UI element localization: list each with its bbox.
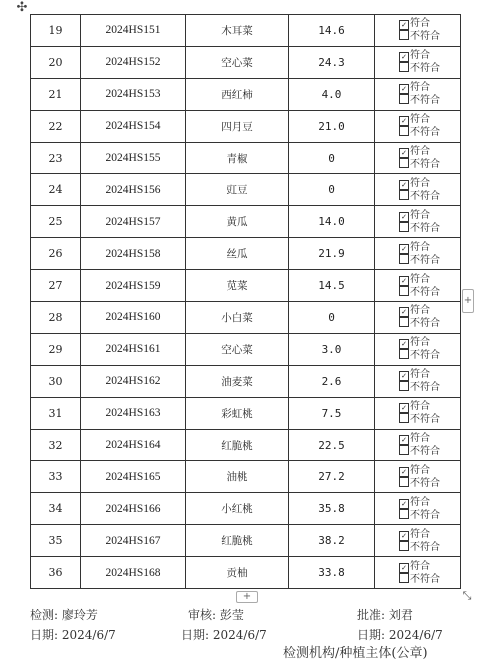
fail-option xyxy=(399,477,460,489)
inspector-signature: 检测: 廖玲芳 xyxy=(30,608,98,622)
fail-label: 不符合 xyxy=(410,31,440,43)
product-name-cell: 红脆桃 xyxy=(186,429,289,461)
fail-checkbox[interactable] xyxy=(399,222,409,232)
product-name-cell: 贡柚 xyxy=(186,557,289,589)
add-column-icon[interactable]: + xyxy=(462,289,474,313)
pass-option xyxy=(399,337,460,349)
pass-label: 符合 xyxy=(410,464,430,476)
pass-label: 符合 xyxy=(410,337,430,349)
table-row xyxy=(31,238,461,270)
fail-checkbox[interactable] xyxy=(399,445,409,455)
measured-value-cell: 14.6 xyxy=(289,15,375,47)
reviewer-signature: 审核: 彭莹 xyxy=(188,608,244,622)
fail-label: 不符合 xyxy=(410,222,440,234)
row-number-cell: 23 xyxy=(31,142,81,174)
sample-id-cell: 2024HS158 xyxy=(81,238,186,270)
table-row xyxy=(31,15,461,47)
fail-option xyxy=(399,126,460,138)
inspection-table xyxy=(30,14,461,589)
table-row xyxy=(31,206,461,238)
sample-id-cell: 2024HS166 xyxy=(81,493,186,525)
table-row xyxy=(31,365,461,397)
table-row xyxy=(31,174,461,206)
pass-option xyxy=(399,210,460,222)
fail-checkbox[interactable] xyxy=(399,317,409,327)
pass-checkbox[interactable]: ✓ xyxy=(399,339,409,349)
pass-option xyxy=(399,433,460,445)
product-name-cell: 红脆桃 xyxy=(186,525,289,557)
pass-label: 符合 xyxy=(410,401,430,413)
sample-id-cell: 2024HS167 xyxy=(81,525,186,557)
fail-checkbox[interactable] xyxy=(399,349,409,359)
verdict-cell xyxy=(375,15,461,47)
sample-id-cell: 2024HS153 xyxy=(81,78,186,110)
sample-id-cell: 2024HS156 xyxy=(81,174,186,206)
table-row xyxy=(31,333,461,365)
fail-label: 不符合 xyxy=(410,318,440,330)
pass-checkbox[interactable]: ✓ xyxy=(399,148,409,158)
pass-label: 符合 xyxy=(410,560,430,572)
fail-checkbox[interactable] xyxy=(399,286,409,296)
pass-option xyxy=(399,178,460,190)
pass-option xyxy=(399,401,460,413)
verdict-cell xyxy=(375,397,461,429)
pass-option xyxy=(399,146,460,158)
verdict-cell xyxy=(375,46,461,78)
pass-checkbox[interactable]: ✓ xyxy=(399,307,409,317)
fail-checkbox[interactable] xyxy=(399,541,409,551)
pass-option xyxy=(399,274,460,286)
fail-checkbox[interactable] xyxy=(399,94,409,104)
sample-id-cell: 2024HS161 xyxy=(81,333,186,365)
table-row xyxy=(31,302,461,334)
pass-checkbox[interactable]: ✓ xyxy=(399,371,409,381)
sample-id-cell: 2024HS162 xyxy=(81,365,186,397)
measured-value-cell: 22.5 xyxy=(289,429,375,461)
reviewer-date: 日期: 2024/6/7 xyxy=(181,628,267,642)
product-name-cell: 油桃 xyxy=(186,461,289,493)
measured-value-cell: 38.2 xyxy=(289,525,375,557)
pass-checkbox[interactable]: ✓ xyxy=(399,276,409,286)
approver-date: 日期: 2024/6/7 xyxy=(357,628,443,642)
verdict-cell xyxy=(375,525,461,557)
fail-checkbox[interactable] xyxy=(399,190,409,200)
sample-id-cell: 2024HS160 xyxy=(81,302,186,334)
fail-checkbox[interactable] xyxy=(399,62,409,72)
measured-value-cell: 14.5 xyxy=(289,270,375,302)
verdict-cell xyxy=(375,174,461,206)
fail-option xyxy=(399,573,460,585)
pass-label: 符合 xyxy=(410,177,430,189)
measured-value-cell: 21.9 xyxy=(289,238,375,270)
pass-checkbox[interactable]: ✓ xyxy=(399,531,409,541)
fail-option xyxy=(399,541,460,553)
pass-checkbox[interactable]: ✓ xyxy=(399,180,409,190)
row-number-cell: 29 xyxy=(31,333,81,365)
row-number-cell: 33 xyxy=(31,461,81,493)
row-number-cell: 28 xyxy=(31,302,81,334)
fail-label: 不符合 xyxy=(410,382,440,394)
sample-id-cell: 2024HS168 xyxy=(81,557,186,589)
verdict-cell xyxy=(375,270,461,302)
row-number-cell: 35 xyxy=(31,525,81,557)
sample-id-cell: 2024HS163 xyxy=(81,397,186,429)
product-name-cell: 木耳菜 xyxy=(186,15,289,47)
product-name-cell: 小红桃 xyxy=(186,493,289,525)
fail-checkbox[interactable] xyxy=(399,381,409,391)
verdict-cell xyxy=(375,557,461,589)
row-number-cell: 19 xyxy=(31,15,81,47)
verdict-cell xyxy=(375,238,461,270)
inspection-table-body xyxy=(31,15,461,589)
fail-option xyxy=(399,30,460,42)
official-stamp-label: 检测机构/种植主体(公章) xyxy=(283,646,428,661)
pass-label: 符合 xyxy=(410,496,430,508)
fail-option xyxy=(399,349,460,361)
table-row xyxy=(31,142,461,174)
product-name-cell: 豇豆 xyxy=(186,174,289,206)
pass-label: 符合 xyxy=(410,114,430,126)
fail-label: 不符合 xyxy=(410,414,440,426)
verdict-cell xyxy=(375,206,461,238)
pass-label: 符合 xyxy=(410,241,430,253)
pass-option xyxy=(399,465,460,477)
pass-option xyxy=(399,242,460,254)
fail-option xyxy=(399,94,460,106)
pass-option xyxy=(399,369,460,381)
fail-option xyxy=(399,158,460,170)
table-row xyxy=(31,397,461,429)
sample-id-cell: 2024HS155 xyxy=(81,142,186,174)
fail-option xyxy=(399,190,460,202)
row-number-cell: 24 xyxy=(31,174,81,206)
fail-option xyxy=(399,222,460,234)
fail-option xyxy=(399,445,460,457)
product-name-cell: 苋菜 xyxy=(186,270,289,302)
pass-option xyxy=(399,50,460,62)
measured-value-cell: 0 xyxy=(289,174,375,206)
row-number-cell: 25 xyxy=(31,206,81,238)
pass-option xyxy=(399,561,460,573)
verdict-cell xyxy=(375,110,461,142)
row-number-cell: 26 xyxy=(31,238,81,270)
measured-value-cell: 0 xyxy=(289,302,375,334)
measured-value-cell: 2.6 xyxy=(289,365,375,397)
pass-checkbox[interactable]: ✓ xyxy=(399,212,409,222)
fail-label: 不符合 xyxy=(410,159,440,170)
measured-value-cell: 3.0 xyxy=(289,333,375,365)
sample-id-cell: 2024HS152 xyxy=(81,46,186,78)
table-row xyxy=(31,557,461,589)
pass-label: 符合 xyxy=(410,369,430,381)
sample-id-cell: 2024HS151 xyxy=(81,15,186,47)
measured-value-cell: 27.2 xyxy=(289,461,375,493)
pass-label: 符合 xyxy=(410,528,430,540)
pass-label: 符合 xyxy=(410,305,430,317)
pass-checkbox[interactable]: ✓ xyxy=(399,20,409,30)
fail-option xyxy=(399,286,460,298)
measured-value-cell: 0 xyxy=(289,142,375,174)
inspector-date: 日期: 2024/6/7 xyxy=(30,628,116,642)
table-row xyxy=(31,78,461,110)
fail-label: 不符合 xyxy=(410,350,440,362)
row-number-cell: 22 xyxy=(31,110,81,142)
product-name-cell: 彩虹桃 xyxy=(186,397,289,429)
pass-option xyxy=(399,529,460,541)
fail-checkbox[interactable] xyxy=(399,413,409,423)
fail-checkbox[interactable] xyxy=(399,254,409,264)
verdict-cell xyxy=(375,429,461,461)
pass-checkbox[interactable]: ✓ xyxy=(399,403,409,413)
measured-value-cell: 35.8 xyxy=(289,493,375,525)
product-name-cell: 西红柿 xyxy=(186,78,289,110)
pass-option xyxy=(399,82,460,94)
fail-checkbox[interactable] xyxy=(399,126,409,136)
pass-checkbox[interactable]: ✓ xyxy=(399,435,409,445)
table-row xyxy=(31,110,461,142)
row-number-cell: 31 xyxy=(31,397,81,429)
product-name-cell: 黄瓜 xyxy=(186,206,289,238)
fail-option xyxy=(399,62,460,74)
table-row xyxy=(31,270,461,302)
pass-checkbox[interactable]: ✓ xyxy=(399,244,409,254)
fail-label: 不符合 xyxy=(410,509,440,521)
verdict-cell xyxy=(375,493,461,525)
pass-label: 符合 xyxy=(410,18,430,30)
measured-value-cell: 33.8 xyxy=(289,557,375,589)
fail-option xyxy=(399,413,460,425)
pass-label: 符合 xyxy=(410,82,430,94)
add-row-icon[interactable]: + xyxy=(236,591,258,603)
pass-option xyxy=(399,497,460,509)
sample-id-cell: 2024HS165 xyxy=(81,461,186,493)
fail-option xyxy=(399,317,460,329)
measured-value-cell: 4.0 xyxy=(289,78,375,110)
verdict-cell xyxy=(375,142,461,174)
sample-id-cell: 2024HS154 xyxy=(81,110,186,142)
product-name-cell: 丝瓜 xyxy=(186,238,289,270)
fail-label: 不符合 xyxy=(410,573,440,585)
table-resize-icon[interactable]: ⤡ xyxy=(462,589,472,602)
product-name-cell: 四月豆 xyxy=(186,110,289,142)
pass-label: 符合 xyxy=(410,209,430,221)
row-number-cell: 36 xyxy=(31,557,81,589)
measured-value-cell: 14.0 xyxy=(289,206,375,238)
product-name-cell: 空心菜 xyxy=(186,46,289,78)
fail-option xyxy=(399,254,460,266)
product-name-cell: 青椒 xyxy=(186,142,289,174)
table-row xyxy=(31,429,461,461)
fail-label: 不符合 xyxy=(410,541,440,553)
row-number-cell: 21 xyxy=(31,78,81,110)
verdict-cell xyxy=(375,78,461,110)
verdict-cell xyxy=(375,302,461,334)
pass-label: 符合 xyxy=(410,146,430,157)
measured-value-cell: 24.3 xyxy=(289,46,375,78)
row-number-cell: 34 xyxy=(31,493,81,525)
table-row xyxy=(31,493,461,525)
product-name-cell: 油麦菜 xyxy=(186,365,289,397)
pass-checkbox[interactable]: ✓ xyxy=(399,467,409,477)
pass-checkbox[interactable]: ✓ xyxy=(399,52,409,62)
fail-label: 不符合 xyxy=(410,446,440,458)
pass-checkbox[interactable]: ✓ xyxy=(399,116,409,126)
fail-label: 不符合 xyxy=(410,477,440,489)
fail-option xyxy=(399,381,460,393)
fail-label: 不符合 xyxy=(410,127,440,139)
pass-option xyxy=(399,114,460,126)
sample-id-cell: 2024HS157 xyxy=(81,206,186,238)
fail-checkbox[interactable] xyxy=(399,477,409,487)
pass-checkbox[interactable]: ✓ xyxy=(399,563,409,573)
pass-label: 符合 xyxy=(410,273,430,285)
fail-label: 不符合 xyxy=(410,95,440,107)
fail-option xyxy=(399,509,460,521)
fail-label: 不符合 xyxy=(410,63,440,75)
row-number-cell: 30 xyxy=(31,365,81,397)
approver-signature: 批准: 刘君 xyxy=(357,608,413,622)
row-number-cell: 27 xyxy=(31,270,81,302)
sample-id-cell: 2024HS164 xyxy=(81,429,186,461)
verdict-cell xyxy=(375,365,461,397)
pass-label: 符合 xyxy=(410,433,430,445)
fail-label: 不符合 xyxy=(410,190,440,202)
sample-id-cell: 2024HS159 xyxy=(81,270,186,302)
verdict-cell xyxy=(375,461,461,493)
product-name-cell: 小白菜 xyxy=(186,302,289,334)
fail-label: 不符合 xyxy=(410,286,440,298)
table-row xyxy=(31,46,461,78)
pass-option xyxy=(399,305,460,317)
fail-label: 不符合 xyxy=(410,254,440,266)
table-row xyxy=(31,461,461,493)
measured-value-cell: 21.0 xyxy=(289,110,375,142)
product-name-cell: 空心菜 xyxy=(186,333,289,365)
row-number-cell: 20 xyxy=(31,46,81,78)
table-row xyxy=(31,525,461,557)
pass-option xyxy=(399,18,460,30)
table-move-handle-icon[interactable]: ✣ xyxy=(16,0,28,15)
fail-checkbox[interactable] xyxy=(399,573,409,583)
row-number-cell: 32 xyxy=(31,429,81,461)
pass-checkbox[interactable]: ✓ xyxy=(399,499,409,509)
fail-checkbox[interactable] xyxy=(399,509,409,519)
verdict-cell xyxy=(375,333,461,365)
measured-value-cell: 7.5 xyxy=(289,397,375,429)
pass-checkbox[interactable]: ✓ xyxy=(399,84,409,94)
pass-label: 符合 xyxy=(410,50,430,62)
fail-checkbox[interactable] xyxy=(399,158,409,168)
fail-checkbox[interactable] xyxy=(399,30,409,40)
